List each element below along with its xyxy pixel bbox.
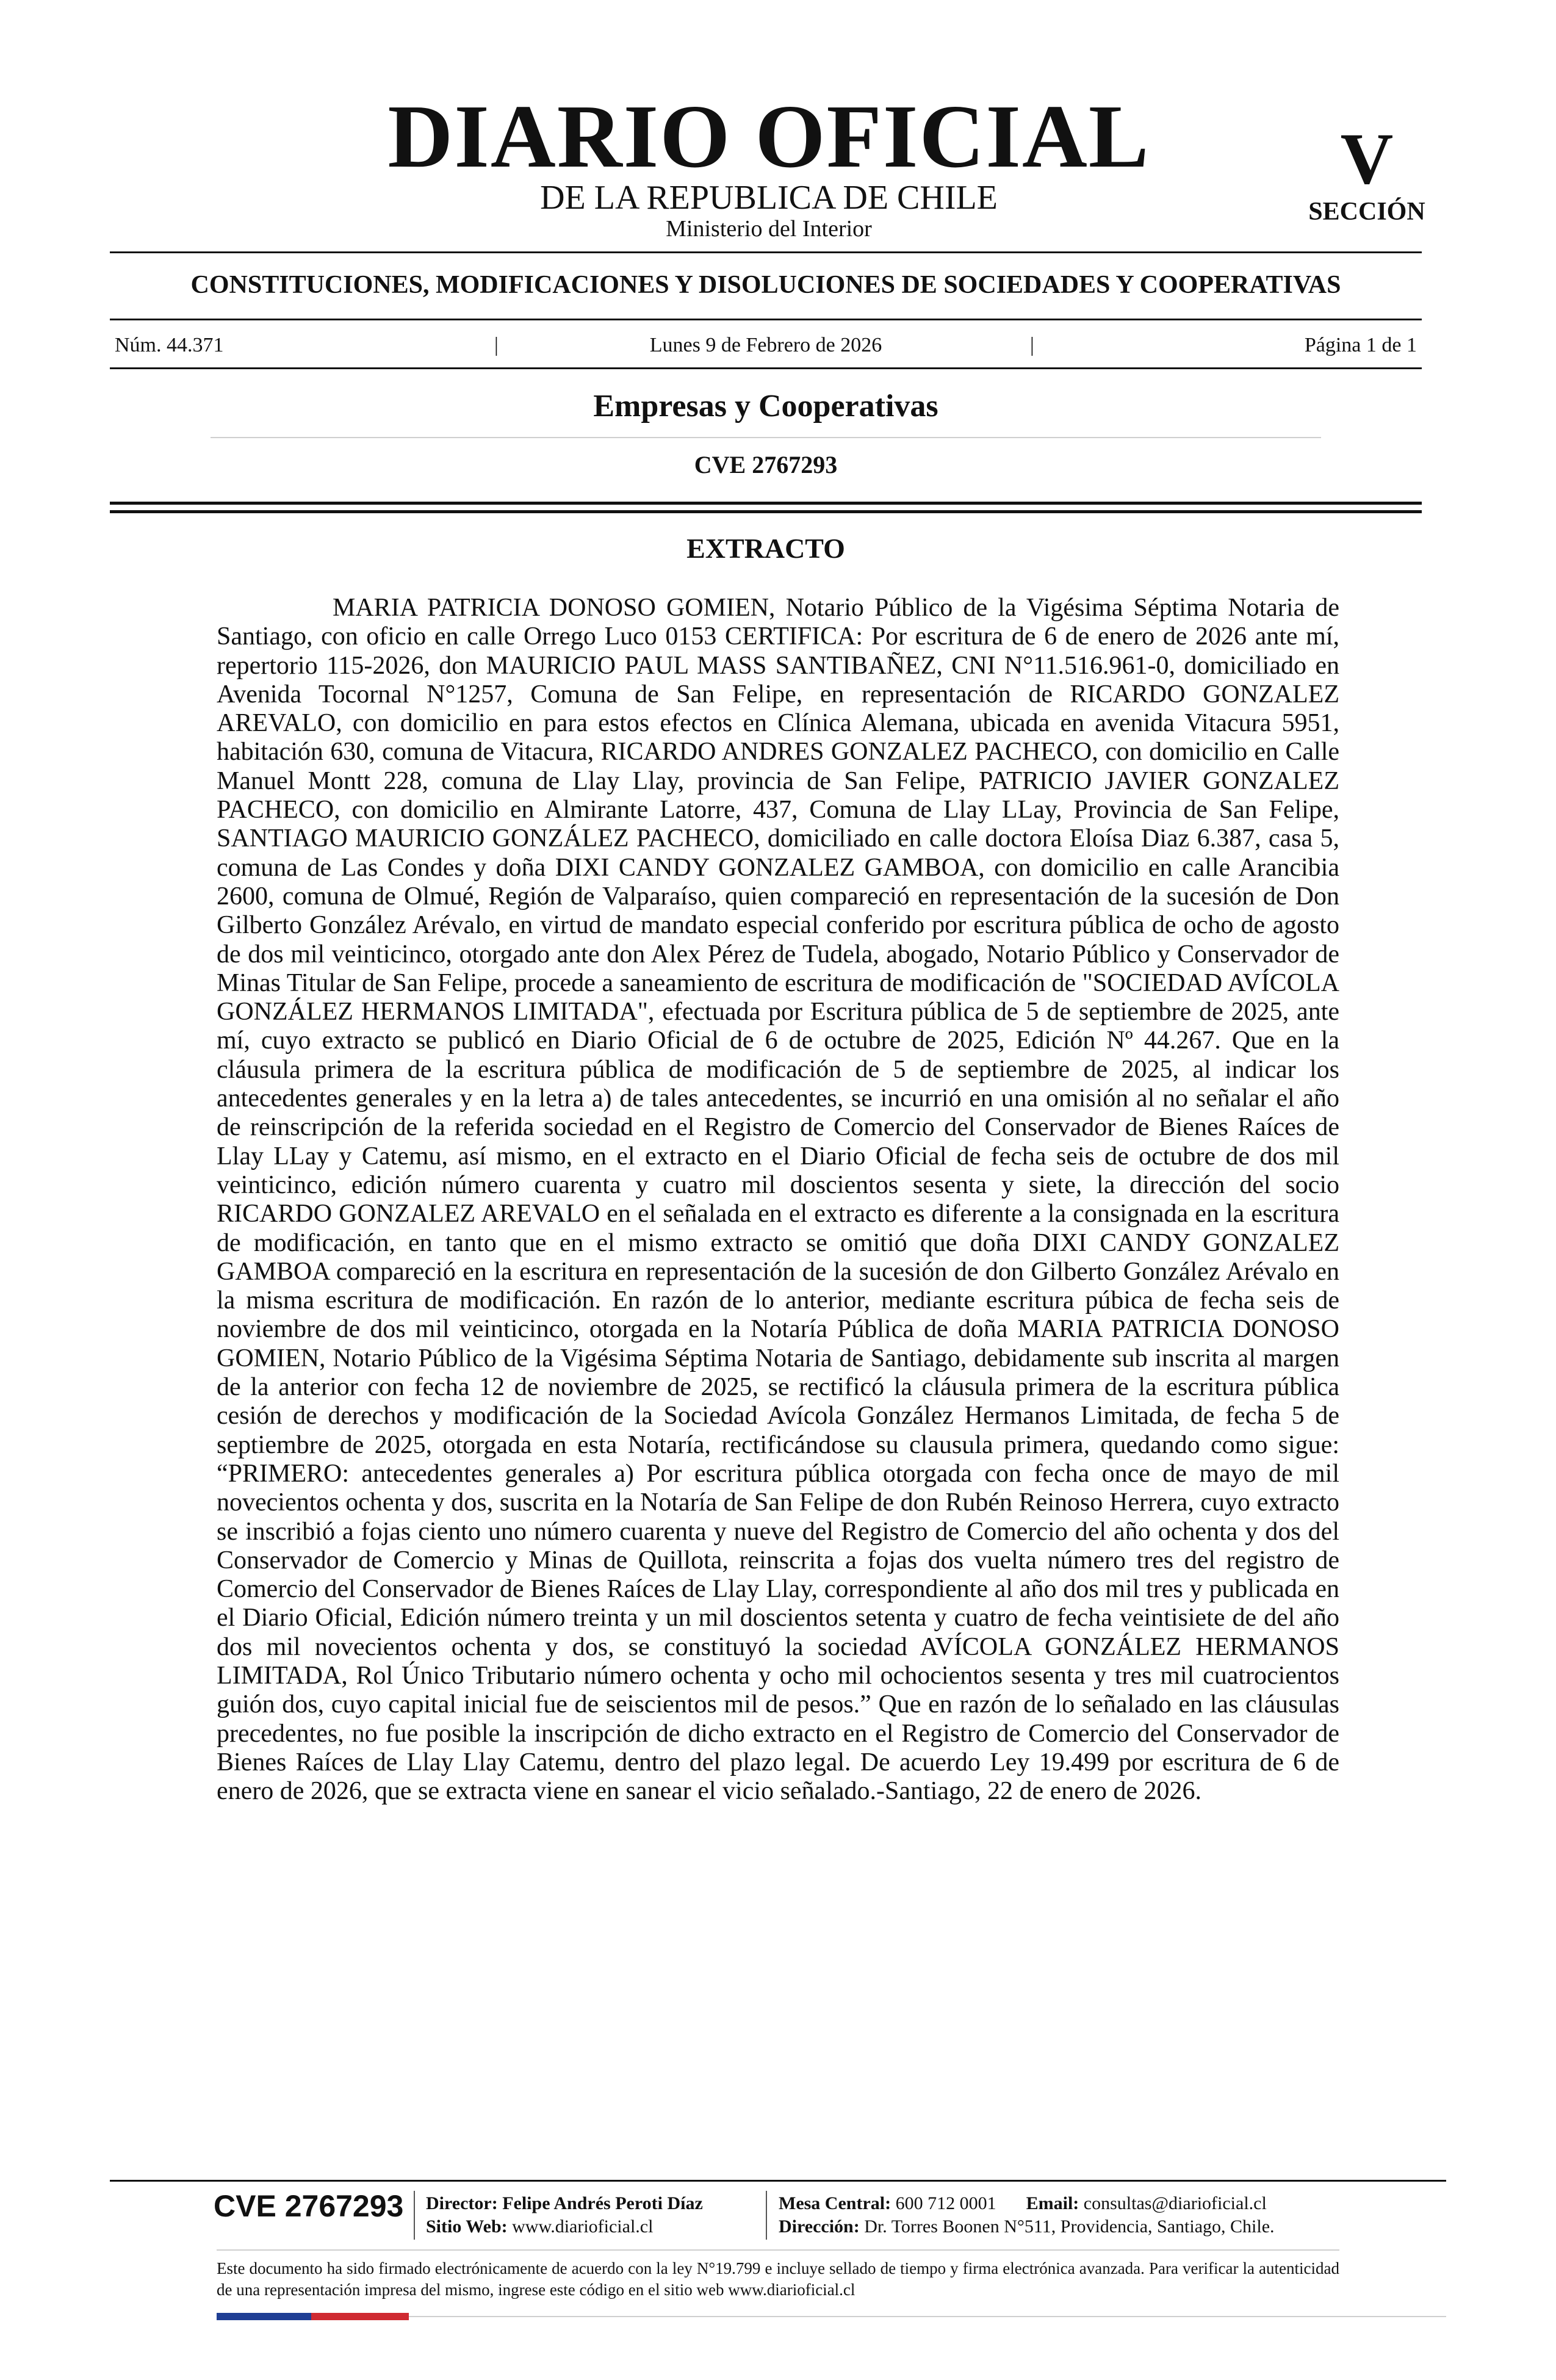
address-label: Dirección:	[779, 2216, 860, 2237]
section-label: SECCIÓN	[1308, 198, 1425, 226]
phone-number: 600 712 0001	[895, 2193, 996, 2213]
email-label: Email:	[1026, 2193, 1079, 2213]
issue-separator-right: |	[1030, 334, 1034, 356]
section-title-underline	[211, 437, 1321, 438]
flag-stripe-line	[409, 2316, 1446, 2317]
issue-page: Página 1 de 1	[1304, 334, 1417, 356]
email-link[interactable]: consultas@diarioficial.cl	[1083, 2193, 1267, 2213]
section-number: V	[1340, 118, 1394, 199]
issue-bar	[110, 333, 1422, 358]
footer-divider	[110, 2180, 1446, 2182]
header-double-rule-bottom	[110, 510, 1422, 513]
electronic-signature-disclaimer: Este documento ha sido firmado electrónicamente de acuerdo con la ley N°19.799 e incluye sellado de tiempo y firma electrónica avanzada. Para verificar la autenticidad de una representación impresa del mismo, ingrese este código en el sitio web www.diarioficial.cl	[217, 2259, 1339, 2299]
flag-stripe-red	[311, 2313, 409, 2320]
category-divider	[110, 319, 1422, 320]
address-text: Dr. Torres Boonen N°511, Providencia, Santiago, Chile.	[864, 2216, 1275, 2237]
flag-stripe-blue	[217, 2313, 311, 2320]
footer-separator-1	[414, 2191, 415, 2240]
footer-contact-block	[779, 2192, 1364, 2238]
site-link[interactable]: www.diarioficial.cl	[512, 2216, 654, 2237]
issue-date: Lunes 9 de Febrero de 2026	[649, 334, 882, 356]
masthead-subtitle: DE LA REPUBLICA DE CHILE	[540, 179, 998, 217]
director-label: Director:	[426, 2193, 498, 2213]
category-heading: CONSTITUCIONES, MODIFICACIONES Y DISOLUCIONES DE SOCIEDADES Y COOPERATIVAS	[190, 271, 1341, 299]
header-double-rule-top	[110, 502, 1422, 505]
issue-number: Núm. 44.371	[115, 334, 224, 356]
masthead-divider	[110, 251, 1422, 253]
issue-divider	[110, 367, 1422, 369]
footer-separator-2	[766, 2191, 767, 2240]
issue-separator-left: |	[494, 334, 499, 356]
document-kind: EXTRACTO	[686, 533, 845, 564]
director-name: Felipe Andrés Peroti Díaz	[502, 2193, 703, 2213]
footer-director-block	[426, 2192, 755, 2238]
masthead-title: DIARIO OFICIAL	[387, 87, 1150, 187]
phone-label: Mesa Central:	[779, 2193, 891, 2213]
masthead-ministry: Ministerio del Interior	[666, 216, 872, 242]
section-title: Empresas y Cooperativas	[593, 389, 938, 424]
footer-cve: CVE 2767293	[214, 2189, 404, 2223]
cve-code: CVE 2767293	[694, 451, 838, 478]
site-label: Sitio Web:	[426, 2216, 508, 2237]
extract-body: MARIA PATRICIA DONOSO GOMIEN, Notario Público de la Vigésima Séptima Notaria de Santiago, con oficio en calle Orrego Luco 0153 CERTIFICA: Por escritura de 6 de enero de 2026 ante mí, repertorio 115-2026, don MAURICIO PAUL MASS SANTIBAÑEZ, CNI N°11.516.961-0, domiciliado en Avenida Tocornal N°1257, Comuna de San Felipe, en representación de RICARDO GONZALEZ AREVALO, con domicilio en para estos efectos en Clínica Alemana, ubicada en avenida Vitacura 5951, habitación 630, comuna de Vitacura, RICARDO ANDRES GONZALEZ PACHECO, con domicilio en Calle Manuel Montt 228, comuna de Llay Llay, provincia de San Felipe, PATRICIO JAVIER GONZALEZ PACHECO, con domicilio en Almirante Latorre, 437, Comuna de Llay LLay, Provincia de San Felipe, SANTIAGO MAURICIO GONZÁLEZ PACHECO, domiciliado en calle doctora Eloísa Diaz 6.387, casa 5, comuna de Las Condes y doña DIXI CANDY GONZALEZ GAMBOA, con domicilio en calle Arancibia 2600, comuna de Olmué, Región de Valparaíso, quien compareció en representación de la sucesión de Don Gilberto González Arévalo, en virtud de mandato especial conferido por escritura pública de ocho de agosto de dos mil veinticinco, otorgado ante don Alex Pérez de Tudela, abogado, Notario Público y Conservador de Minas Titular de San Felipe, procede a saneamiento de escritura de modificación de "SOCIEDAD AVÍCOLA GONZÁLEZ HERMANOS LIMITADA", efectuada por Escritura pública de 5 de septiembre de 2025, ante mí, cuyo extracto se publicó en Diario Oficial de 6 de octubre de 2025, Edición Nº 44.267. Que en la cláusula primera de la escritura pública de modificación de 5 de septiembre de 2025, al indicar los antecedentes generales y en la letra a) de tales antecedentes, se incurrió en una omisión al no señalar el año de reinscripción de la referida sociedad en el Registro de Comercio del Conservador de Bienes Raíces de Llay LLay y Catemu, así mismo, en el extracto en el Diario Oficial de fecha seis de octubre de dos mil veinticinco, edición número cuarenta y cuatro mil doscientos sesenta y siete, la dirección del socio RICARDO GONZALEZ AREVALO en el señalada en el extracto es diferente a la consignada en la escritura de modificación, en tanto que en el mismo extracto se omitió que doña DIXI CANDY GONZALEZ GAMBOA compareció en la escritura en representación de la sucesión de don Gilberto González Arévalo en la misma escritura de modificación. En razón de lo anterior, mediante escritura púbica de fecha seis de noviembre de dos mil veinticinco, otorgada en la Notaría Pública de doña MARIA PATRICIA DONOSO GOMIEN, Notario Público de la Vigésima Séptima Notaria de Santiago, debidamente sub inscrita al margen de la anterior con fecha 12 de noviembre de 2025, se rectificó la cláusula primera de la escritura pública cesión de derechos y modificación de la Sociedad Avícola González Hermanos Limitada, de fecha 5 de septiembre de 2025, otorgada en esta Notaría, rectificándose su clausula primera, quedando como sigue: “PRIMERO: antecedentes generales a) Por escritura pública otorgada con fecha once de mayo de mil novecientos ochenta y dos, suscrita en la Notaría de San Felipe de don Rubén Reinoso Herrera, cuyo extracto se inscribió a fojas ciento uno número cuarenta y nueve del Registro de Comercio del año ochenta y dos del Conservador de Comercio y Minas de Quillota, reinscrita a fojas dos vuelta número tres del registro de Comercio del Conservador de Bienes Raíces de Llay Llay, correspondiente al año dos mil tres y publicada en el Diario Oficial, Edición número treinta y un mil doscientos setenta y cuatro de fecha veintisiete de del año dos mil novecientos ochenta y dos, se constituyó la sociedad AVÍCOLA GONZÁLEZ HERMANOS LIMITADA, Rol Único Tributario número ochenta y ocho mil ochocientos sesenta y tres mil cuatrocientos guión dos, cuyo capital inicial fue de seiscientos mil de pesos.” Que en razón de lo señalado en las cláusulas precedentes, no fue posible la inscripción de dicho extracto en el Registro de Comercio del Conservador de Bienes Raíces de Llay Llay Catemu, dentro del plazo legal. De acuerdo Ley 19.499 por escritura de 6 de enero de 2026, que se extracta viene en sanear el vicio señalado.-Santiago, 22 de enero de 2026.	[217, 594, 1339, 1806]
footer-inner-divider	[217, 2249, 1339, 2251]
